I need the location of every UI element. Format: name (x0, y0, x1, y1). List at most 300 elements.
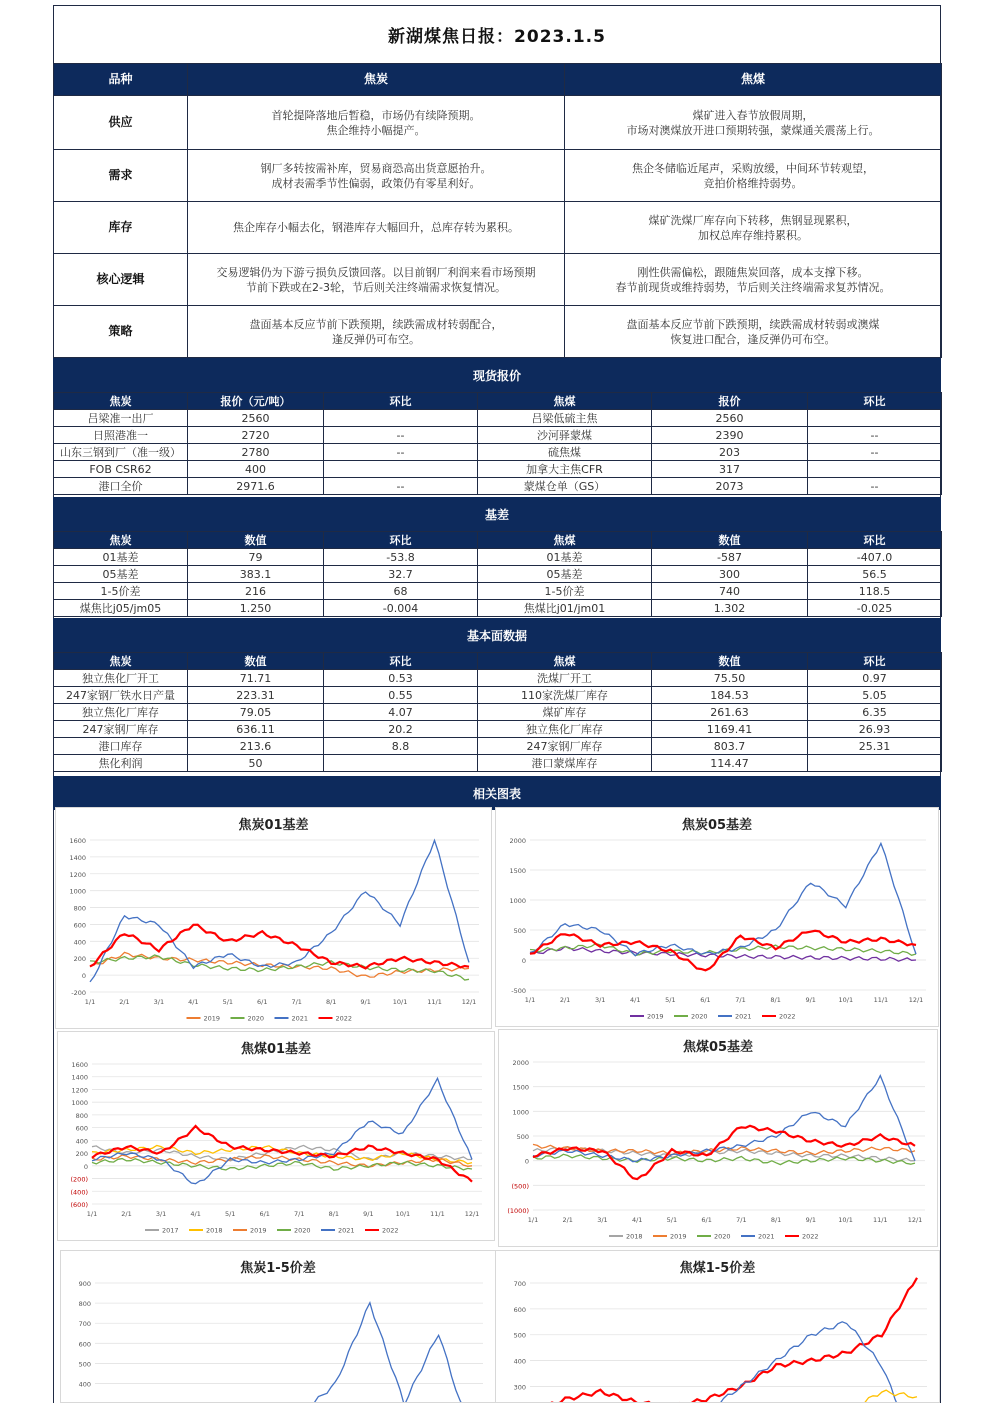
x-tick-label: 5/1 (222, 998, 234, 1006)
table-cell: -- (808, 427, 942, 444)
table-cell: 独立焦化厂库存 (478, 721, 652, 738)
table-cell: 2073 (652, 478, 808, 495)
y-tick-label: 200 (73, 955, 86, 964)
summary-row-label: 核心逻辑 (54, 254, 188, 306)
table-cell: 焦煤比j01/jm01 (478, 600, 652, 617)
summary-row-label: 库存 (54, 202, 188, 254)
table-row (54, 687, 942, 704)
table-cell: 独立焦化厂库存 (54, 704, 188, 721)
table-cell: 5.05 (808, 687, 942, 704)
header-coke: 焦炭 (188, 64, 565, 96)
series-line-2020 (92, 1159, 472, 1171)
x-tick-label: 1/1 (86, 1210, 98, 1218)
table-cell: 300 (652, 566, 808, 583)
table-cell: -0.025 (808, 600, 942, 617)
column-header: 焦煤 (478, 393, 652, 410)
y-tick-label: 700 (78, 1320, 91, 1329)
x-tick-label: 2/1 (562, 1216, 573, 1224)
summary-row (54, 150, 942, 202)
y-tick-label: 1200 (71, 1086, 88, 1095)
chart-5 (60, 1250, 496, 1403)
table-row (54, 427, 942, 444)
series-line-2020 (90, 955, 469, 980)
table-row (54, 721, 942, 738)
table-cell: 223.31 (188, 687, 324, 704)
table-cell: 213.6 (188, 738, 324, 755)
table-row (54, 478, 942, 495)
x-tick-label: 4/1 (631, 1216, 643, 1224)
table-cell: 25.31 (808, 738, 942, 755)
chart-title: 焦炭1-5价差 (240, 1261, 316, 1276)
y-tick-label: (400) (70, 1188, 88, 1197)
table-cell: 261.63 (652, 704, 808, 721)
table-row (54, 566, 942, 583)
y-tick-label: 1000 (69, 887, 86, 896)
summary-row (54, 254, 942, 306)
header-variety: 品种 (54, 64, 188, 96)
summary-coal-cell: 焦企冬储临近尾声，采购放缓，中间环节转观望， 竞拍价格维持弱势。 (565, 150, 942, 202)
summary-table (53, 63, 942, 358)
y-tick-label: -200 (71, 989, 86, 997)
chart-plot (56, 808, 491, 1028)
column-header: 环比 (808, 532, 942, 549)
table-cell: 2560 (652, 410, 808, 427)
table-cell: 01基差 (478, 549, 652, 566)
y-tick-label: 1600 (69, 837, 86, 845)
y-tick-label: 2000 (512, 1059, 529, 1067)
chart-plot (496, 808, 938, 1026)
y-tick-label: 1500 (509, 867, 526, 875)
series-line-2021 (530, 1322, 917, 1402)
table-cell: 独立焦化厂开工 (54, 670, 188, 687)
x-tick-label: 8/1 (328, 1210, 340, 1218)
column-header: 数值 (188, 532, 324, 549)
y-tick-label: -500 (511, 987, 526, 995)
table-cell: 216 (188, 583, 324, 600)
y-tick-label: 1200 (69, 870, 86, 879)
table-header-row (54, 653, 942, 670)
y-tick-label: 600 (513, 1305, 526, 1314)
series-line-2020 (530, 1390, 917, 1402)
summary-coal-cell: 盘面基本反应节前下跌预期，续跌需成材转弱或澳煤 恢复进口配合，逢反弹仍可布空。 (565, 306, 942, 358)
y-tick-label: (600) (70, 1201, 88, 1209)
x-tick-label: 10/1 (838, 1216, 853, 1224)
table-cell: 2780 (188, 444, 324, 461)
x-tick-label: 2/1 (119, 998, 130, 1006)
table-cell: 118.5 (808, 583, 942, 600)
x-tick-label: 1/1 (524, 996, 536, 1004)
header-coal: 焦煤 (565, 64, 942, 96)
table-cell: 0.97 (808, 670, 942, 687)
table-cell: 20.2 (324, 721, 478, 738)
x-tick-label: 3/1 (155, 1210, 167, 1218)
summary-row-label: 需求 (54, 150, 188, 202)
fundamentals-table (53, 652, 942, 772)
table-cell: 焦化利润 (54, 755, 188, 772)
summary-row (54, 306, 942, 358)
legend-label: 2018 (626, 1232, 643, 1241)
legend-label: 2021 (735, 1012, 752, 1021)
table-cell: 01基差 (54, 549, 188, 566)
y-tick-label: 300 (513, 1383, 526, 1392)
chart-6 (495, 1250, 940, 1403)
chart-2 (495, 807, 939, 1027)
legend-label: 2020 (691, 1012, 708, 1021)
x-tick-label: 3/1 (594, 996, 606, 1004)
series-line-2021 (95, 1303, 473, 1402)
legend-label: 2017 (162, 1226, 179, 1235)
table-cell: 68 (324, 583, 478, 600)
series-line-2021 (92, 1078, 472, 1183)
chart-title: 焦炭01基差 (238, 818, 309, 833)
column-header: 报价 (652, 393, 808, 410)
table-cell (324, 755, 478, 772)
table-cell: 71.71 (188, 670, 324, 687)
summary-row-label: 策略 (54, 306, 188, 358)
table-cell (808, 410, 942, 427)
table-cell: -- (324, 427, 478, 444)
x-tick-label: 5/1 (666, 1216, 678, 1224)
legend-label: 2019 (203, 1014, 221, 1023)
x-tick-label: 10/1 (838, 996, 854, 1004)
y-tick-label: 200 (75, 1150, 88, 1159)
table-cell: 硫焦煤 (478, 444, 652, 461)
y-tick-label: 400 (513, 1357, 526, 1366)
legend-label: 2020 (714, 1232, 731, 1241)
chart-plot (58, 1032, 494, 1240)
x-tick-label: 3/1 (153, 998, 165, 1006)
x-tick-label: 9/1 (805, 1216, 817, 1224)
x-tick-label: 6/1 (257, 998, 268, 1006)
table-cell (808, 461, 942, 478)
section-spot-title: 现货报价 (53, 358, 941, 392)
table-cell: 400 (188, 461, 324, 478)
table-cell: 05基差 (54, 566, 188, 583)
chart-title: 焦煤05基差 (682, 1040, 754, 1055)
table-cell: 1.250 (188, 600, 324, 617)
column-header: 焦炭 (54, 393, 188, 410)
table-cell: 1-5价差 (478, 583, 652, 600)
table-cell: 636.11 (188, 721, 324, 738)
legend-label: 2022 (335, 1014, 353, 1023)
column-header: 环比 (808, 653, 942, 670)
table-cell: 煤焦比j05/jm05 (54, 600, 188, 617)
chart-title: 焦煤01基差 (240, 1042, 312, 1057)
x-tick-label: 7/1 (294, 1210, 305, 1218)
table-cell: -53.8 (324, 549, 478, 566)
table-cell: 日照港准一 (54, 427, 188, 444)
series-line-2021 (530, 843, 916, 955)
x-tick-label: 11/1 (873, 996, 889, 1004)
y-tick-label: 1400 (69, 853, 86, 862)
chart-plot (61, 1251, 495, 1402)
chart-3 (57, 1031, 495, 1241)
section-charts-title: 相关图表 (53, 776, 941, 810)
table-cell: 2971.6 (188, 478, 324, 495)
y-tick-label: 700 (513, 1280, 526, 1288)
y-tick-label: 500 (78, 1360, 91, 1369)
table-row (54, 738, 942, 755)
table-cell: 203 (652, 444, 808, 461)
summary-row (54, 202, 942, 254)
summary-row-label: 供应 (54, 96, 188, 150)
basis-table (53, 531, 942, 617)
x-tick-label: 5/1 (224, 1210, 236, 1218)
table-cell: 0.53 (324, 670, 478, 687)
y-tick-label: 600 (73, 921, 86, 930)
table-row (54, 549, 942, 566)
summary-header-row (54, 64, 942, 96)
column-header: 环比 (324, 653, 478, 670)
legend-label: 2021 (291, 1014, 309, 1023)
table-cell: 110家洗煤厂库存 (478, 687, 652, 704)
table-cell: 56.5 (808, 566, 942, 583)
legend-label: 2019 (670, 1232, 687, 1241)
table-cell: FOB CSR62 (54, 461, 188, 478)
table-cell: 05基差 (478, 566, 652, 583)
table-row (54, 704, 942, 721)
column-header: 环比 (324, 532, 478, 549)
y-tick-label: 1500 (512, 1083, 529, 1092)
table-cell: 2390 (652, 427, 808, 444)
x-tick-label: 11/1 (430, 1210, 445, 1218)
table-cell (324, 461, 478, 478)
column-header: 数值 (188, 653, 324, 670)
series-line-2022 (530, 1278, 917, 1402)
legend-label: 2021 (338, 1226, 355, 1235)
series-line-2020 (533, 1154, 915, 1164)
x-tick-label: 2/1 (121, 1210, 132, 1218)
table-cell: 50 (188, 755, 324, 772)
legend-label: 2018 (206, 1226, 223, 1235)
chart-plot (499, 1030, 937, 1246)
y-tick-label: 400 (75, 1137, 88, 1146)
table-cell: 75.50 (652, 670, 808, 687)
summary-coal-cell: 煤矿进入春节放假周期， 市场对澳煤放开进口预期转强，蒙煤通关震荡上行。 (565, 96, 942, 150)
y-tick-label: 600 (78, 1340, 91, 1349)
y-tick-label: 0 (521, 957, 526, 965)
table-cell: 加拿大主焦CFR (478, 461, 652, 478)
x-tick-label: 6/1 (700, 996, 711, 1004)
legend-label: 2019 (647, 1012, 664, 1021)
section-basis-title: 基差 (53, 497, 941, 531)
x-tick-label: 3/1 (597, 1216, 608, 1224)
table-cell: 山东三钢到厂（准一级） (54, 444, 188, 461)
x-tick-label: 10/1 (395, 1210, 411, 1218)
table-row (54, 461, 942, 478)
y-tick-label: 800 (78, 1300, 91, 1309)
y-tick-label: 1000 (71, 1099, 88, 1108)
table-cell: 蒙煤仓单（GS） (478, 478, 652, 495)
table-cell: 沙河驿蒙煤 (478, 427, 652, 444)
y-tick-label: 0 (81, 972, 86, 981)
chart-1 (55, 807, 492, 1029)
y-tick-label: 900 (78, 1280, 91, 1288)
table-row (54, 583, 942, 600)
y-tick-label: 1400 (71, 1073, 88, 1082)
legend-label: 2020 (247, 1014, 265, 1023)
table-cell: 洗煤厂开工 (478, 670, 652, 687)
table-cell (808, 755, 942, 772)
table-header-row (54, 532, 942, 549)
summary-coal-cell: 煤矿洗煤厂库存向下转移，焦钢显现累积， 加权总库存维持累积。 (565, 202, 942, 254)
table-cell: 8.8 (324, 738, 478, 755)
table-cell: 26.93 (808, 721, 942, 738)
summary-coke-cell: 钢厂多转按需补库，贸易商恐高出货意愿抬升。 成材表需季节性偏弱，政策仍有零星利好。 (188, 150, 565, 202)
chart-title: 焦炭05基差 (681, 818, 753, 833)
table-cell: 1169.41 (652, 721, 808, 738)
table-cell: -407.0 (808, 549, 942, 566)
y-tick-label: 1000 (509, 897, 526, 905)
x-tick-label: 9/1 (805, 996, 816, 1004)
summary-row (54, 96, 942, 150)
column-header: 焦煤 (478, 653, 652, 670)
chart-title: 焦煤1-5价差 (679, 1261, 756, 1276)
x-tick-label: 2/1 (559, 996, 571, 1004)
column-header: 环比 (324, 393, 478, 410)
y-tick-label: 400 (78, 1380, 91, 1389)
table-cell: 184.53 (652, 687, 808, 704)
spot-table (53, 392, 942, 495)
table-cell: 740 (652, 583, 808, 600)
table-cell: 煤矿库存 (478, 704, 652, 721)
column-header: 环比 (808, 393, 942, 410)
table-header-row (54, 393, 942, 410)
y-tick-label: 400 (73, 938, 86, 947)
series-line-2022 (90, 925, 469, 969)
table-cell: 港口全价 (54, 478, 188, 495)
x-tick-label: 12/1 (464, 1210, 480, 1218)
table-cell: 247家钢厂库存 (478, 738, 652, 755)
chart-plot (496, 1251, 939, 1402)
series-line-2022 (92, 1126, 472, 1182)
column-header: 报价（元/吨） (188, 393, 324, 410)
table-cell: 港口蒙煤库存 (478, 755, 652, 772)
table-cell: 2560 (188, 410, 324, 427)
table-cell: 803.7 (652, 738, 808, 755)
summary-coke-cell: 盘面基本反应节前下跌预期，续跌需成材转弱配合， 逢反弹仍可布空。 (188, 306, 565, 358)
series-line-2019 (90, 952, 469, 977)
table-cell: -587 (652, 549, 808, 566)
x-tick-label: 8/1 (770, 1216, 782, 1224)
table-cell: -- (324, 444, 478, 461)
x-tick-label: 5/1 (665, 996, 676, 1004)
table-cell: -- (808, 444, 942, 461)
legend-label: 2019 (250, 1226, 267, 1235)
table-cell: 1.302 (652, 600, 808, 617)
y-tick-label: 500 (513, 927, 526, 935)
table-cell: 32.7 (324, 566, 478, 583)
table-cell: 0.55 (324, 687, 478, 704)
column-header: 焦炭 (54, 532, 188, 549)
x-tick-label: 8/1 (325, 998, 337, 1006)
column-header: 焦炭 (54, 653, 188, 670)
chart-4 (498, 1029, 938, 1247)
x-tick-label: 11/1 (427, 998, 442, 1006)
x-tick-label: 11/1 (872, 1216, 888, 1224)
table-cell: 247家钢厂库存 (54, 721, 188, 738)
x-tick-label: 4/1 (630, 996, 641, 1004)
table-row (54, 600, 942, 617)
y-tick-label: (1000) (507, 1207, 529, 1215)
section-fundamentals-title: 基本面数据 (53, 618, 941, 652)
table-cell: 2720 (188, 427, 324, 444)
table-row (54, 755, 942, 772)
y-tick-label: 600 (75, 1124, 88, 1133)
y-tick-label: 500 (513, 1331, 526, 1340)
y-tick-label: 0 (524, 1157, 529, 1166)
table-cell: -- (324, 478, 478, 495)
x-tick-label: 1/1 (84, 998, 96, 1006)
x-tick-label: 7/1 (735, 996, 746, 1004)
legend-label: 2022 (802, 1232, 819, 1241)
table-cell: -0.004 (324, 600, 478, 617)
table-cell: 317 (652, 461, 808, 478)
legend-label: 2021 (758, 1232, 775, 1241)
page-title: 新湖煤焦日报：2023.1.5 (388, 27, 606, 47)
column-header: 焦煤 (478, 532, 652, 549)
x-tick-label: 6/1 (701, 1216, 712, 1224)
legend-label: 2022 (382, 1226, 399, 1235)
column-header: 数值 (652, 653, 808, 670)
table-row (54, 670, 942, 687)
table-cell: 港口库存 (54, 738, 188, 755)
table-cell: 吕梁准一出厂 (54, 410, 188, 427)
x-tick-label: 12/1 (908, 996, 924, 1004)
y-tick-label: 1600 (71, 1061, 88, 1069)
x-tick-label: 10/1 (392, 998, 408, 1006)
y-tick-label: 800 (75, 1111, 88, 1120)
y-tick-label: 800 (73, 904, 86, 913)
x-tick-label: 8/1 (770, 996, 781, 1004)
table-row (54, 410, 942, 427)
x-tick-label: 1/1 (527, 1216, 539, 1224)
summary-coal-cell: 刚性供需偏松，跟随焦炭回落，成本支撑下移。 春节前现货或维持弱势，节后则关注终端需求复苏情况。 (565, 254, 942, 306)
x-tick-label: 12/1 (907, 1216, 923, 1224)
y-tick-label: 500 (516, 1133, 529, 1141)
x-tick-label: 9/1 (360, 998, 371, 1006)
summary-coke-cell: 焦企库存小幅去化，钢港库存大幅回升，总库存转为累积。 (188, 202, 565, 254)
table-cell: 79 (188, 549, 324, 566)
x-tick-label: 12/1 (461, 998, 477, 1006)
column-header: 数值 (652, 532, 808, 549)
table-cell: 6.35 (808, 704, 942, 721)
y-tick-label (79, 1401, 91, 1402)
y-tick-label: 0 (83, 1162, 88, 1171)
table-cell: 4.07 (324, 704, 478, 721)
table-cell (324, 410, 478, 427)
table-cell: 114.47 (652, 755, 808, 772)
x-tick-label: 7/1 (291, 998, 302, 1006)
y-tick-label: 1000 (512, 1108, 529, 1117)
x-tick-label: 6/1 (259, 1210, 270, 1218)
x-tick-label: 9/1 (363, 1210, 374, 1218)
table-row (54, 444, 942, 461)
legend-label: 2022 (779, 1012, 796, 1021)
table-cell: 79.05 (188, 704, 324, 721)
table-cell: 吕梁低硫主焦 (478, 410, 652, 427)
x-tick-label: 7/1 (736, 1216, 747, 1224)
x-tick-label: 4/1 (188, 998, 199, 1006)
table-cell: 383.1 (188, 566, 324, 583)
y-tick-label: (500) (511, 1182, 529, 1191)
y-tick-label: 2000 (509, 837, 526, 845)
legend-label: 2020 (294, 1226, 311, 1235)
summary-coke-cell: 交易逻辑仍为下游亏损负反馈回落。以目前钢厂利润来看市场预期 节前下跌或在2-3轮，节后则关注终端需求恢复情况。 (188, 254, 565, 306)
summary-coke-cell: 首轮提降落地后暂稳，市场仍有续降预期。 焦企维持小幅提产。 (188, 96, 565, 150)
y-tick-label: (200) (70, 1175, 88, 1184)
table-cell: 247家钢厂铁水日产量 (54, 687, 188, 704)
